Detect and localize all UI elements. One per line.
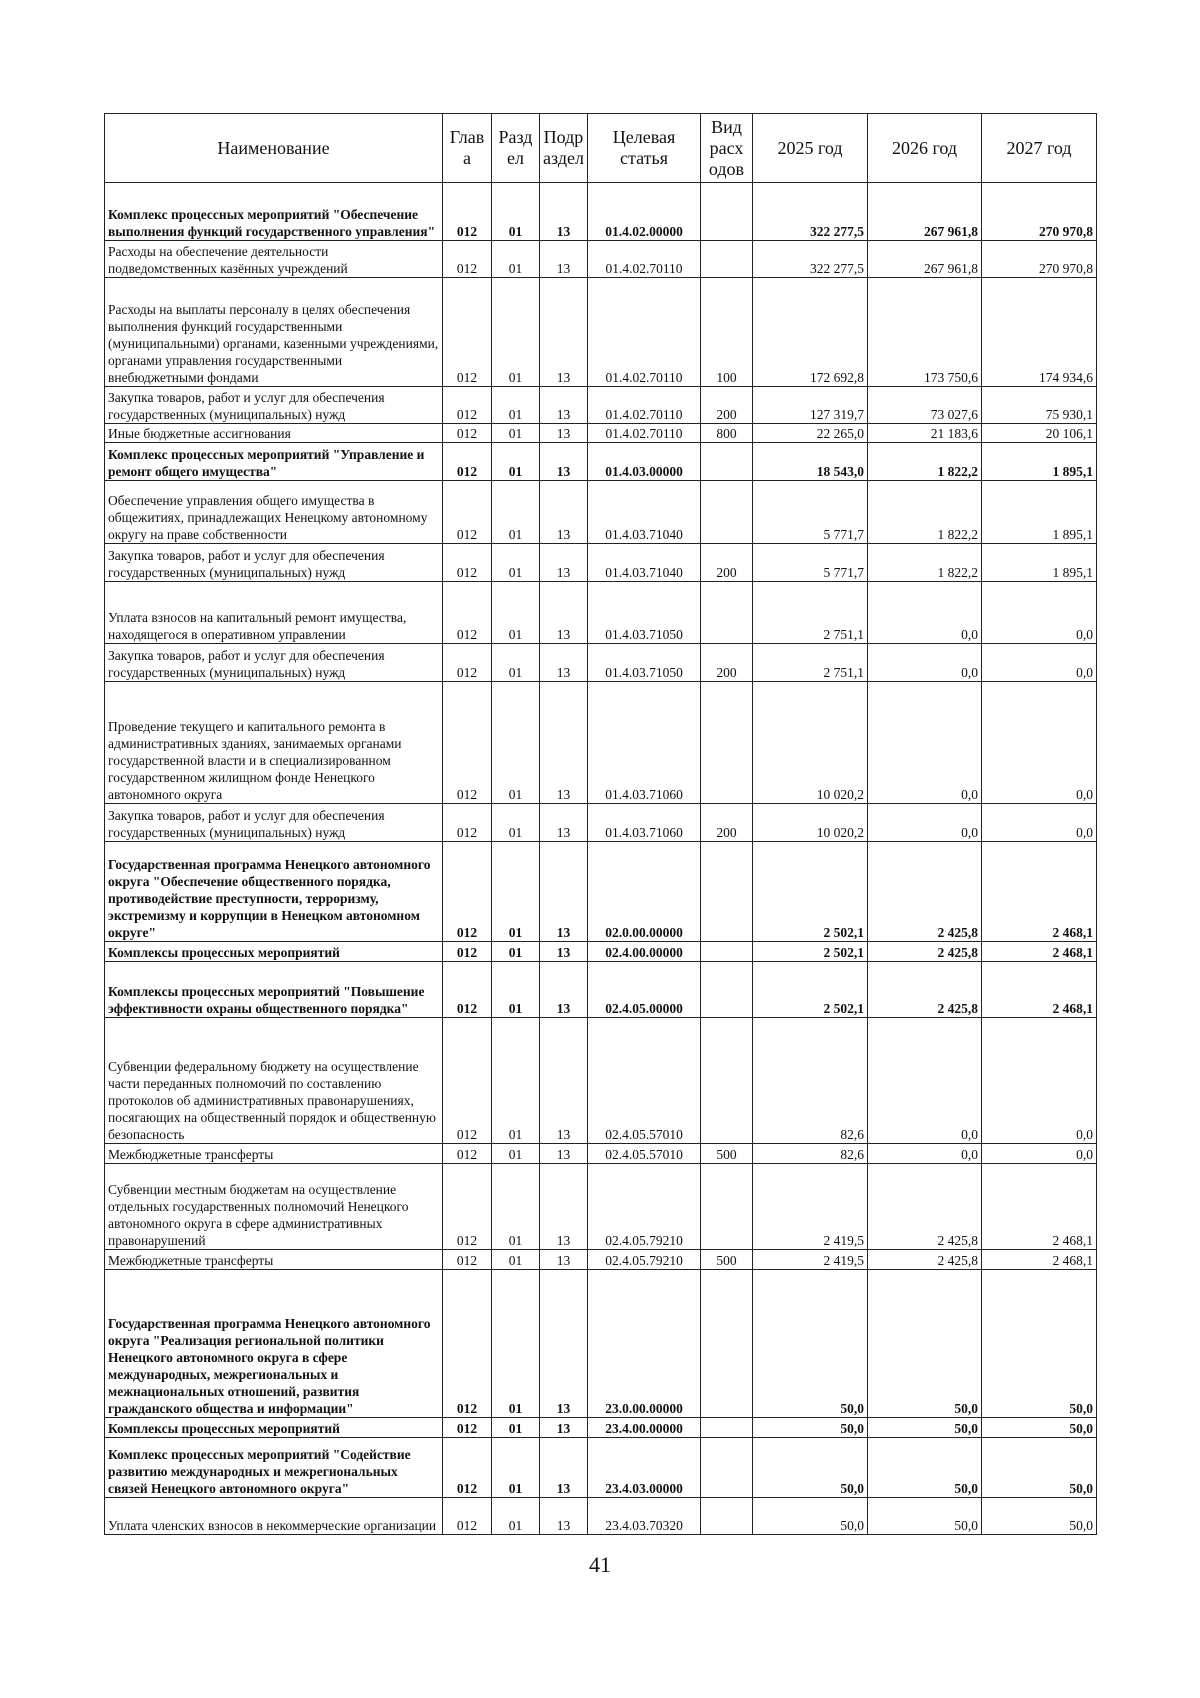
cell-vid xyxy=(701,942,753,962)
cell-2026: 50,0 xyxy=(868,1418,982,1438)
cell-glava: 012 xyxy=(443,1498,492,1535)
cell-2027: 50,0 xyxy=(982,1498,1097,1535)
cell-tselevaya: 02.4.05.57010 xyxy=(588,1144,701,1164)
cell-2027: 2 468,1 xyxy=(982,1164,1097,1250)
cell-vid xyxy=(701,241,753,278)
table-row xyxy=(105,942,1097,962)
cell-vid: 800 xyxy=(701,424,753,443)
cell-2027: 50,0 xyxy=(982,1438,1097,1498)
table-row xyxy=(105,1498,1097,1535)
header-tselevaya: Целевая статья xyxy=(588,114,701,183)
cell-glava: 012 xyxy=(443,443,492,481)
cell-2027: 1 895,1 xyxy=(982,443,1097,481)
cell-razdel: 01 xyxy=(492,481,540,544)
table-row xyxy=(105,1144,1097,1164)
cell-2026: 50,0 xyxy=(868,1270,982,1418)
cell-name: Проведение текущего и капитального ремонта в административных зданиях, занимаемых органами государственной власти и в специализированном государственном жилищном фонде Ненецкого автономного округа xyxy=(105,682,443,804)
table-row xyxy=(105,582,1097,644)
table-row xyxy=(105,1250,1097,1270)
cell-2025: 82,6 xyxy=(753,1144,868,1164)
table-row xyxy=(105,1164,1097,1250)
cell-vid xyxy=(701,1438,753,1498)
cell-glava: 012 xyxy=(443,962,492,1018)
header-2027: 2027 год xyxy=(982,114,1097,183)
cell-2026: 2 425,8 xyxy=(868,942,982,962)
cell-podrazdel: 13 xyxy=(540,1164,588,1250)
cell-name: Межбюджетные трансферты xyxy=(105,1144,443,1164)
cell-name: Государственная программа Ненецкого автономного округа "Реализация региональной политики Ненецкого автономного округа в сфере международных, межрегиональных и межнациональных отношений, развития гражданского общества и информации" xyxy=(105,1270,443,1418)
cell-tselevaya: 02.4.05.57010 xyxy=(588,1018,701,1144)
header-name: Наименование xyxy=(105,114,443,183)
budget-table xyxy=(104,113,1097,1535)
cell-2026: 267 961,8 xyxy=(868,241,982,278)
cell-2027: 0,0 xyxy=(982,1018,1097,1144)
cell-name: Закупка товаров, работ и услуг для обеспечения государственных (муниципальных) нужд xyxy=(105,804,443,842)
header-vid: Вид расх одов xyxy=(701,114,753,183)
cell-vid xyxy=(701,1018,753,1144)
cell-vid xyxy=(701,183,753,241)
table-row xyxy=(105,842,1097,942)
table-row xyxy=(105,1018,1097,1144)
cell-2025: 2 502,1 xyxy=(753,842,868,942)
cell-2025: 2 419,5 xyxy=(753,1164,868,1250)
cell-2026: 73 027,6 xyxy=(868,387,982,424)
cell-2026: 50,0 xyxy=(868,1438,982,1498)
table-row xyxy=(105,183,1097,241)
cell-2026: 2 425,8 xyxy=(868,962,982,1018)
cell-vid xyxy=(701,682,753,804)
cell-tselevaya: 02.4.05.79210 xyxy=(588,1164,701,1250)
cell-podrazdel: 13 xyxy=(540,1250,588,1270)
cell-2027: 0,0 xyxy=(982,644,1097,682)
cell-glava: 012 xyxy=(443,942,492,962)
cell-name: Государственная программа Ненецкого автономного округа "Обеспечение общественного порядка, противодействие преступности, терроризму, экстремизму и коррупции в Ненецком автономном округе" xyxy=(105,842,443,942)
cell-2025: 50,0 xyxy=(753,1498,868,1535)
cell-podrazdel: 13 xyxy=(540,962,588,1018)
cell-vid: 200 xyxy=(701,644,753,682)
cell-tselevaya: 02.4.05.79210 xyxy=(588,1250,701,1270)
cell-2026: 1 822,2 xyxy=(868,544,982,582)
cell-2027: 0,0 xyxy=(982,804,1097,842)
cell-glava: 012 xyxy=(443,804,492,842)
cell-tselevaya: 01.4.03.71040 xyxy=(588,481,701,544)
cell-2026: 0,0 xyxy=(868,582,982,644)
cell-name: Комплекс процессных мероприятий "Содействие развитию международных и межрегиональных связей Ненецкого автономного округа" xyxy=(105,1438,443,1498)
cell-2027: 270 970,8 xyxy=(982,183,1097,241)
cell-razdel: 01 xyxy=(492,804,540,842)
cell-vid xyxy=(701,481,753,544)
header-glava: Глав а xyxy=(443,114,492,183)
cell-tselevaya: 01.4.03.71060 xyxy=(588,804,701,842)
cell-2027: 0,0 xyxy=(982,582,1097,644)
cell-2027: 0,0 xyxy=(982,682,1097,804)
cell-razdel: 01 xyxy=(492,278,540,387)
table-row xyxy=(105,1438,1097,1498)
cell-2025: 82,6 xyxy=(753,1018,868,1144)
cell-glava: 012 xyxy=(443,1418,492,1438)
cell-tselevaya: 01.4.03.71050 xyxy=(588,582,701,644)
cell-vid: 500 xyxy=(701,1144,753,1164)
table-row xyxy=(105,278,1097,387)
cell-2026: 1 822,2 xyxy=(868,481,982,544)
cell-2025: 22 265,0 xyxy=(753,424,868,443)
cell-tselevaya: 01.4.02.70110 xyxy=(588,424,701,443)
cell-vid: 200 xyxy=(701,804,753,842)
cell-razdel: 01 xyxy=(492,582,540,644)
cell-name: Межбюджетные трансферты xyxy=(105,1250,443,1270)
cell-glava: 012 xyxy=(443,1018,492,1144)
cell-razdel: 01 xyxy=(492,682,540,804)
cell-name: Субвенции местным бюджетам на осуществление отдельных государственных полномочий Ненецкого автономного округа в сфере административных правонарушений xyxy=(105,1164,443,1250)
cell-podrazdel: 13 xyxy=(540,183,588,241)
cell-name: Комплекс процессных мероприятий "Управление и ремонт общего имущества" xyxy=(105,443,443,481)
table-row xyxy=(105,1270,1097,1418)
cell-podrazdel: 13 xyxy=(540,443,588,481)
cell-name: Расходы на обеспечение деятельности подведомственных казённых учреждений xyxy=(105,241,443,278)
cell-name: Расходы на выплаты персоналу в целях обеспечения выполнения функций государственными (муниципальными) органами, казенными учреждениями, органами управления государственными внебюджетными фондами xyxy=(105,278,443,387)
cell-2027: 1 895,1 xyxy=(982,481,1097,544)
cell-vid xyxy=(701,962,753,1018)
cell-razdel: 01 xyxy=(492,544,540,582)
cell-razdel: 01 xyxy=(492,241,540,278)
cell-name: Комплекс процессных мероприятий "Обеспечение выполнения функций государственного управления" xyxy=(105,183,443,241)
cell-glava: 012 xyxy=(443,183,492,241)
cell-name: Уплата членских взносов в некоммерческие организации xyxy=(105,1498,443,1535)
header-razdel: Разд ел xyxy=(492,114,540,183)
cell-name: Уплата взносов на капитальный ремонт имущества, находящегося в оперативном управлении xyxy=(105,582,443,644)
cell-2026: 0,0 xyxy=(868,1144,982,1164)
cell-tselevaya: 23.4.03.70320 xyxy=(588,1498,701,1535)
cell-tselevaya: 01.4.03.00000 xyxy=(588,443,701,481)
cell-2025: 10 020,2 xyxy=(753,804,868,842)
table-row xyxy=(105,424,1097,443)
cell-glava: 012 xyxy=(443,1438,492,1498)
cell-podrazdel: 13 xyxy=(540,278,588,387)
header-2026: 2026 год xyxy=(868,114,982,183)
cell-name: Закупка товаров, работ и услуг для обеспечения государственных (муниципальных) нужд xyxy=(105,387,443,424)
cell-2025: 322 277,5 xyxy=(753,183,868,241)
table-header-row xyxy=(105,114,1097,183)
cell-2026: 0,0 xyxy=(868,644,982,682)
cell-vid xyxy=(701,443,753,481)
cell-tselevaya: 02.4.05.00000 xyxy=(588,962,701,1018)
cell-2026: 0,0 xyxy=(868,1018,982,1144)
cell-2025: 50,0 xyxy=(753,1438,868,1498)
cell-vid xyxy=(701,1164,753,1250)
cell-podrazdel: 13 xyxy=(540,481,588,544)
cell-2025: 127 319,7 xyxy=(753,387,868,424)
cell-vid xyxy=(701,582,753,644)
cell-tselevaya: 02.4.00.00000 xyxy=(588,942,701,962)
cell-glava: 012 xyxy=(443,582,492,644)
cell-2026: 0,0 xyxy=(868,682,982,804)
cell-podrazdel: 13 xyxy=(540,682,588,804)
cell-razdel: 01 xyxy=(492,1270,540,1418)
cell-name: Субвенции федеральному бюджету на осуществление части переданных полномочий по составлению протоколов об административных правонарушениях, посягающих на общественный порядок и общественную безопасность xyxy=(105,1018,443,1144)
cell-glava: 012 xyxy=(443,1270,492,1418)
cell-2026: 1 822,2 xyxy=(868,443,982,481)
cell-2025: 5 771,7 xyxy=(753,544,868,582)
cell-razdel: 01 xyxy=(492,1018,540,1144)
cell-vid: 200 xyxy=(701,387,753,424)
cell-name: Закупка товаров, работ и услуг для обеспечения государственных (муниципальных) нужд xyxy=(105,544,443,582)
cell-2027: 2 468,1 xyxy=(982,842,1097,942)
cell-vid xyxy=(701,842,753,942)
cell-name: Обеспечение управления общего имущества в общежитиях, принадлежащих Ненецкому автономному округу на праве собственности xyxy=(105,481,443,544)
cell-name: Комплексы процессных мероприятий xyxy=(105,942,443,962)
cell-podrazdel: 13 xyxy=(540,1018,588,1144)
cell-razdel: 01 xyxy=(492,1250,540,1270)
cell-2025: 50,0 xyxy=(753,1418,868,1438)
cell-glava: 012 xyxy=(443,278,492,387)
cell-tselevaya: 01.4.02.70110 xyxy=(588,241,701,278)
cell-2025: 2 751,1 xyxy=(753,644,868,682)
table-body xyxy=(105,183,1097,1535)
cell-2027: 50,0 xyxy=(982,1270,1097,1418)
cell-vid xyxy=(701,1418,753,1438)
cell-2027: 2 468,1 xyxy=(982,962,1097,1018)
cell-vid: 500 xyxy=(701,1250,753,1270)
cell-2027: 2 468,1 xyxy=(982,942,1097,962)
cell-podrazdel: 13 xyxy=(540,387,588,424)
header-2025: 2025 год xyxy=(753,114,868,183)
cell-tselevaya: 23.0.00.00000 xyxy=(588,1270,701,1418)
cell-tselevaya: 02.0.00.00000 xyxy=(588,842,701,942)
cell-2026: 267 961,8 xyxy=(868,183,982,241)
cell-razdel: 01 xyxy=(492,1438,540,1498)
cell-tselevaya: 01.4.03.71060 xyxy=(588,682,701,804)
cell-2026: 2 425,8 xyxy=(868,1250,982,1270)
cell-glava: 012 xyxy=(443,682,492,804)
cell-razdel: 01 xyxy=(492,424,540,443)
cell-glava: 012 xyxy=(443,842,492,942)
cell-glava: 012 xyxy=(443,1164,492,1250)
cell-glava: 012 xyxy=(443,241,492,278)
cell-razdel: 01 xyxy=(492,1498,540,1535)
cell-vid xyxy=(701,1270,753,1418)
cell-razdel: 01 xyxy=(492,962,540,1018)
cell-podrazdel: 13 xyxy=(540,241,588,278)
cell-2025: 2 502,1 xyxy=(753,962,868,1018)
cell-razdel: 01 xyxy=(492,443,540,481)
cell-2026: 21 183,6 xyxy=(868,424,982,443)
cell-2026: 0,0 xyxy=(868,804,982,842)
table-row xyxy=(105,682,1097,804)
cell-glava: 012 xyxy=(443,387,492,424)
cell-2027: 75 930,1 xyxy=(982,387,1097,424)
cell-2025: 2 502,1 xyxy=(753,942,868,962)
cell-tselevaya: 01.4.02.00000 xyxy=(588,183,701,241)
cell-podrazdel: 13 xyxy=(540,1270,588,1418)
cell-podrazdel: 13 xyxy=(540,424,588,443)
cell-razdel: 01 xyxy=(492,1144,540,1164)
cell-podrazdel: 13 xyxy=(540,942,588,962)
cell-tselevaya: 01.4.03.71040 xyxy=(588,544,701,582)
cell-razdel: 01 xyxy=(492,183,540,241)
cell-2025: 172 692,8 xyxy=(753,278,868,387)
cell-2027: 1 895,1 xyxy=(982,544,1097,582)
cell-name: Закупка товаров, работ и услуг для обеспечения государственных (муниципальных) нужд xyxy=(105,644,443,682)
cell-2026: 50,0 xyxy=(868,1498,982,1535)
cell-glava: 012 xyxy=(443,481,492,544)
cell-2026: 173 750,6 xyxy=(868,278,982,387)
cell-2026: 2 425,8 xyxy=(868,842,982,942)
cell-name: Комплексы процессных мероприятий "Повышение эффективности охраны общественного порядка" xyxy=(105,962,443,1018)
cell-2027: 20 106,1 xyxy=(982,424,1097,443)
cell-podrazdel: 13 xyxy=(540,644,588,682)
cell-podrazdel: 13 xyxy=(540,1498,588,1535)
table-row xyxy=(105,481,1097,544)
cell-podrazdel: 13 xyxy=(540,804,588,842)
cell-tselevaya: 01.4.03.71050 xyxy=(588,644,701,682)
cell-glava: 012 xyxy=(443,644,492,682)
table-row xyxy=(105,387,1097,424)
table-row xyxy=(105,544,1097,582)
cell-podrazdel: 13 xyxy=(540,544,588,582)
cell-2025: 322 277,5 xyxy=(753,241,868,278)
cell-name: Иные бюджетные ассигнования xyxy=(105,424,443,443)
cell-razdel: 01 xyxy=(492,644,540,682)
cell-2027: 270 970,8 xyxy=(982,241,1097,278)
cell-glava: 012 xyxy=(443,1144,492,1164)
cell-tselevaya: 23.4.00.00000 xyxy=(588,1418,701,1438)
cell-podrazdel: 13 xyxy=(540,1144,588,1164)
table-row xyxy=(105,443,1097,481)
cell-razdel: 01 xyxy=(492,1418,540,1438)
cell-vid: 100 xyxy=(701,278,753,387)
cell-podrazdel: 13 xyxy=(540,1418,588,1438)
cell-tselevaya: 23.4.03.00000 xyxy=(588,1438,701,1498)
cell-glava: 012 xyxy=(443,424,492,443)
cell-2027: 0,0 xyxy=(982,1144,1097,1164)
cell-2026: 2 425,8 xyxy=(868,1164,982,1250)
cell-2025: 18 543,0 xyxy=(753,443,868,481)
cell-2027: 174 934,6 xyxy=(982,278,1097,387)
cell-razdel: 01 xyxy=(492,942,540,962)
table-row xyxy=(105,962,1097,1018)
cell-tselevaya: 01.4.02.70110 xyxy=(588,278,701,387)
cell-podrazdel: 13 xyxy=(540,842,588,942)
cell-2025: 50,0 xyxy=(753,1270,868,1418)
header-podrazdel: Подр аздел xyxy=(540,114,588,183)
table-row xyxy=(105,1418,1097,1438)
cell-2025: 2 419,5 xyxy=(753,1250,868,1270)
table-row xyxy=(105,241,1097,278)
cell-2025: 5 771,7 xyxy=(753,481,868,544)
cell-razdel: 01 xyxy=(492,1164,540,1250)
cell-2027: 50,0 xyxy=(982,1418,1097,1438)
cell-podrazdel: 13 xyxy=(540,582,588,644)
cell-2025: 2 751,1 xyxy=(753,582,868,644)
cell-razdel: 01 xyxy=(492,387,540,424)
cell-glava: 012 xyxy=(443,544,492,582)
cell-podrazdel: 13 xyxy=(540,1438,588,1498)
cell-name: Комплексы процессных мероприятий xyxy=(105,1418,443,1438)
cell-vid xyxy=(701,1498,753,1535)
cell-2027: 2 468,1 xyxy=(982,1250,1097,1270)
cell-2025: 10 020,2 xyxy=(753,682,868,804)
table-row xyxy=(105,644,1097,682)
cell-tselevaya: 01.4.02.70110 xyxy=(588,387,701,424)
page-number: 41 xyxy=(589,1552,611,1577)
cell-vid: 200 xyxy=(701,544,753,582)
cell-razdel: 01 xyxy=(492,842,540,942)
table-row xyxy=(105,804,1097,842)
cell-glava: 012 xyxy=(443,1250,492,1270)
